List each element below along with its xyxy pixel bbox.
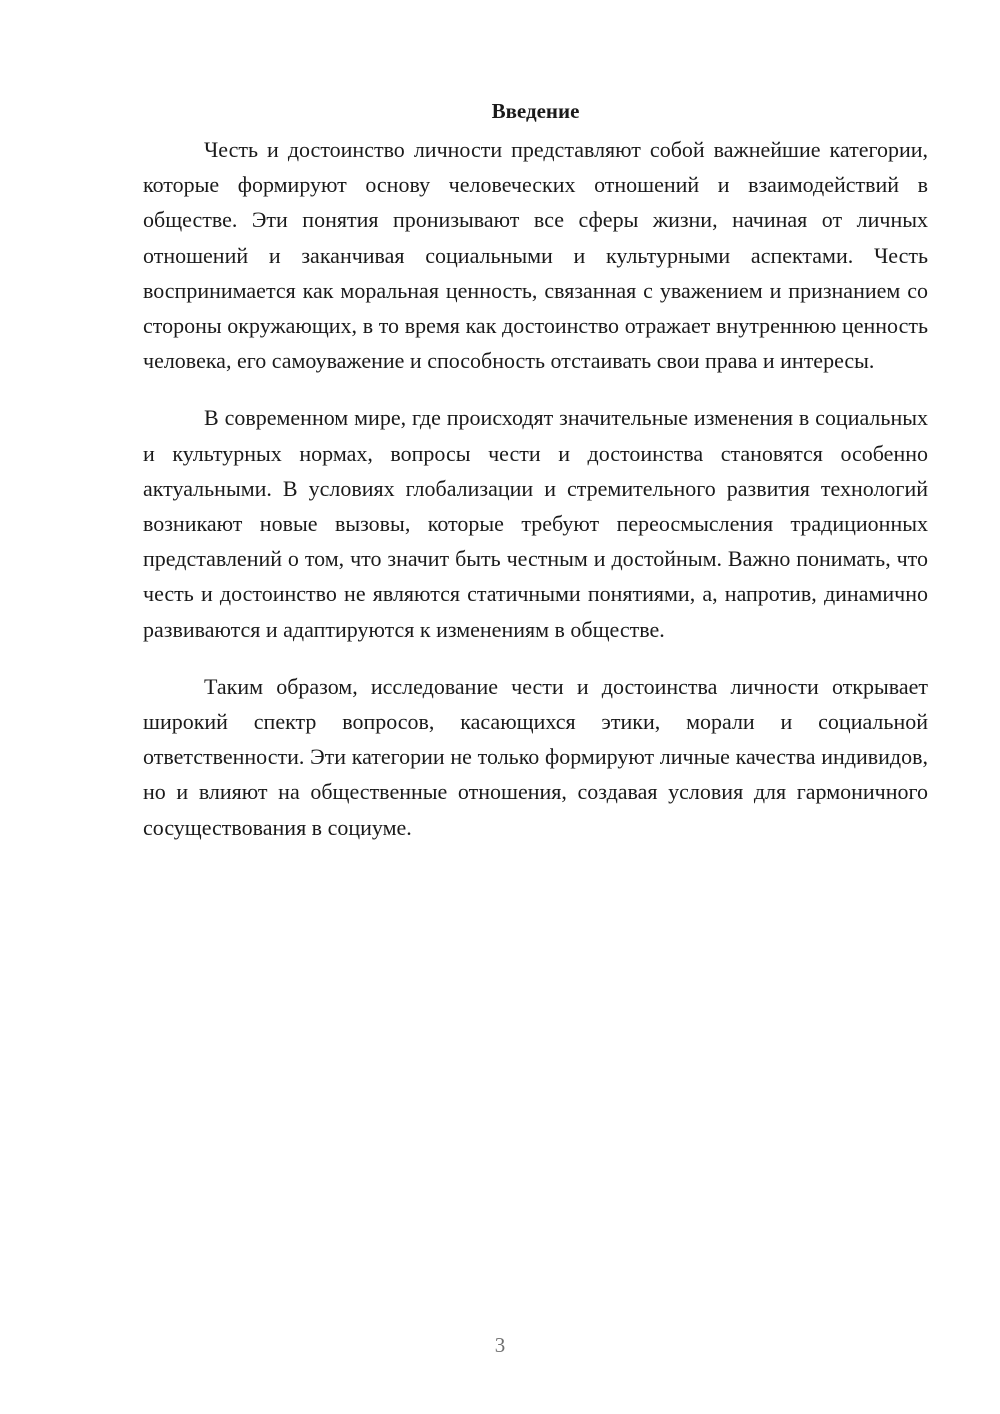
paragraph-2: В современном мире, где происходят значительные изменения в социальных и культурных нормах, вопросы чести и достоинства становятся особенно актуальными. В условиях глобализации и стремительного развития технологий возникают новые вызовы, которые требуют переосмысления традиционных представлений о том, что значит быть честным и достойным. Важно понимать, что честь и достоинство не являются статичными понятиями, а, напротив, динамично развиваются и адаптируются к изменениям в обществе.	[143, 405, 928, 642]
document-page	[143, 96, 928, 867]
page-number: 3	[494, 1333, 506, 1357]
paragraph-3: Таким образом, исследование чести и достоинства личности открывает широкий спектр вопросов, касающихся этики, морали и социальной ответственности. Эти категории не только формируют личные качества индивидов, но и влияют на общественные отношения, создавая условия для гармоничного сосуществования в социуме.	[143, 673, 928, 840]
paragraph-1: Честь и достоинство личности представляют собой важнейшие категории, которые формируют основу человеческих отношений и взаимодействий в обществе. Эти понятия пронизывают все сферы жизни, начиная от личных отношений и заканчивая социальными и культурными аспектами. Честь воспринимается как моральная ценность, связанная с уважением и признанием со стороны окружающих, в то время как достоинство отражает внутреннюю ценность человека, его самоуважение и способность отстаивать свои права и интересы.	[143, 137, 928, 374]
section-title: Введение	[491, 99, 580, 123]
